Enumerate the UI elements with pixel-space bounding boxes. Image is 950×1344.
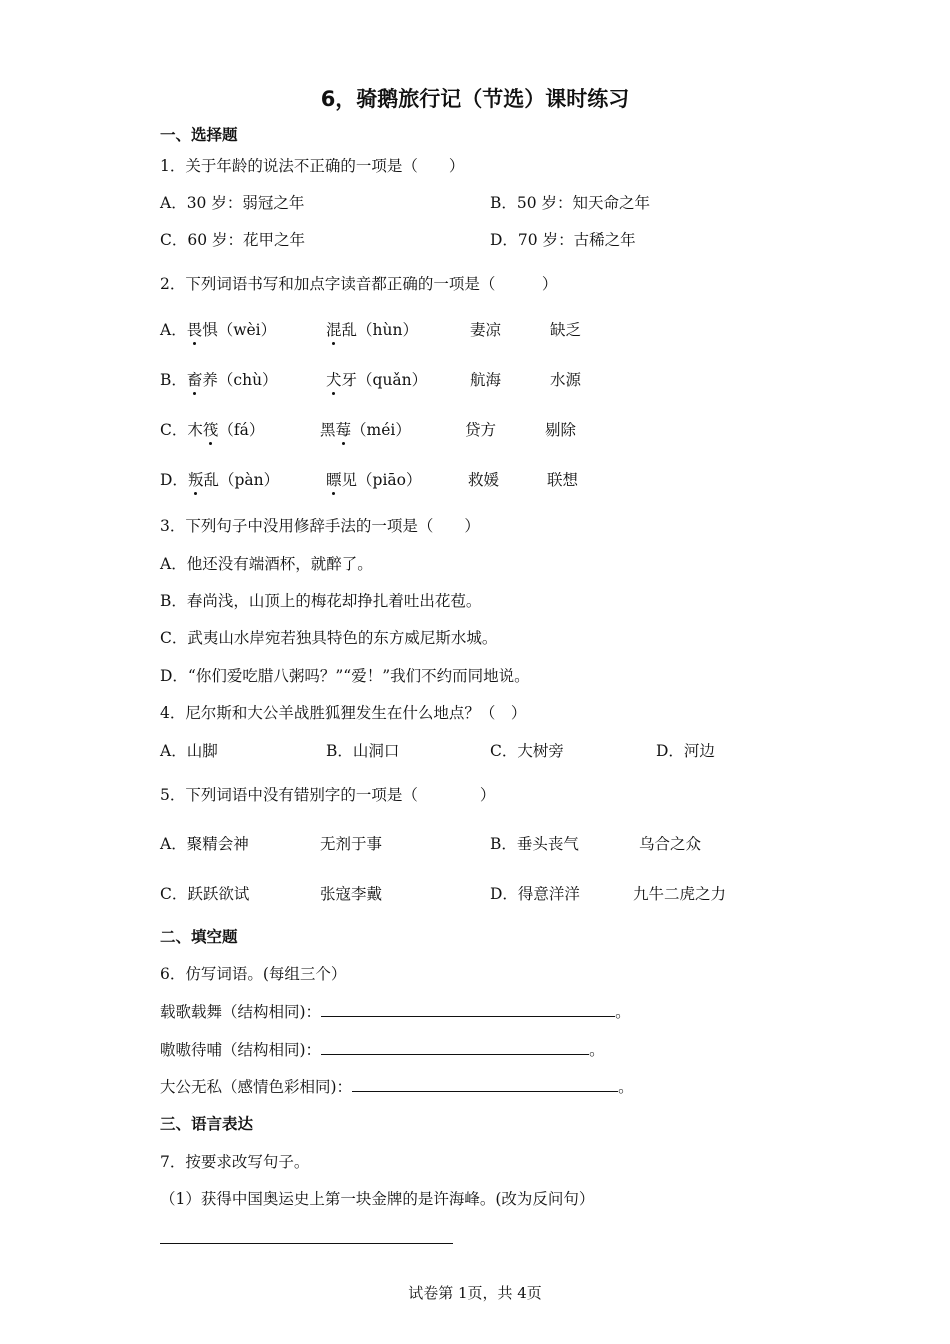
q1-option-b: B．50 岁：知天命之年: [490, 194, 651, 212]
option-label: A．: [160, 321, 187, 339]
q5-option-a-word-1: A．聚精会神: [160, 835, 249, 853]
q4-option-c: C．大树旁: [490, 742, 564, 760]
dotted-char: 叛: [187, 471, 204, 489]
answer-blank[interactable]: [352, 1077, 618, 1092]
prompt-label: 嗷嗷待哺（结构相同)：: [160, 1041, 322, 1059]
option-label: B．: [160, 371, 187, 389]
q6-line-2: [160, 1040, 605, 1060]
q4-option-d: D．河边: [656, 742, 715, 760]
q2-option-a: [160, 320, 276, 340]
pinyin: （méi）: [351, 421, 411, 439]
question-3-stem: 3．下列句子中没用修辞手法的一项是（ ）: [160, 517, 480, 535]
question-2-stem: 2．下列词语书写和加点字读音都正确的一项是（ ）: [160, 275, 558, 293]
q5-option-b-word-2: 乌合之众: [639, 835, 702, 853]
q3-option-a: A．他还没有端酒杯，就醉了。: [160, 555, 373, 573]
word-start: 木: [187, 421, 203, 439]
word-rest: 养（chù）: [202, 371, 278, 389]
word-start: 黑: [320, 421, 336, 439]
period: 。: [589, 1041, 605, 1059]
q7-answer-line[interactable]: [160, 1243, 453, 1244]
question-7-stem: 7．按要求改写句子。: [160, 1153, 310, 1171]
q2-b-word-4: 水源: [550, 371, 582, 389]
word-rest: 惧（wèi）: [202, 321, 277, 339]
q2-c-word-4: 剔除: [545, 421, 577, 439]
question-5-stem: 5．下列词语中没有错别字的一项是（ ）: [160, 786, 496, 804]
option-label: C．: [160, 421, 188, 439]
q2-b-word-2: [326, 370, 427, 390]
q5-option-d-word-2: 九牛二虎之力: [633, 885, 727, 903]
q2-a-word-3: 妻凉: [470, 321, 502, 339]
dotted-char: 筏: [202, 421, 219, 439]
q5-option-d-word-1: D．得意洋洋: [490, 885, 580, 903]
page-footer: 试卷第 1页，共 4页: [408, 1284, 542, 1302]
q2-option-d: [160, 470, 279, 490]
q1-option-d: D．70 岁：古稀之年: [490, 231, 636, 249]
word-rest: 乱（pàn）: [203, 471, 280, 489]
word-rest: 乱（hùn）: [341, 321, 418, 339]
q2-c-word-3: 贷方: [465, 421, 497, 439]
word-rest: 牙（quǎn）: [341, 371, 428, 389]
word-rest: 见（piāo）: [341, 471, 422, 489]
question-6-stem: 6．仿写词语。(每组三个）: [160, 965, 347, 983]
period: 。: [615, 1003, 631, 1021]
q1-option-a: A．30 岁：弱冠之年: [160, 194, 305, 212]
question-4-stem: 4．尼尔斯和大公羊战胜狐狸发生在什么地点？（ ）: [160, 704, 527, 722]
q2-d-word-3: 救媛: [468, 471, 500, 489]
q5-option-c-word-1: C．跃跃欲试: [160, 885, 250, 903]
prompt-label: 大公无私（感情色彩相同)：: [160, 1078, 353, 1096]
prompt-label: 载歌载舞（结构相同)：: [160, 1003, 322, 1021]
q6-line-3: [160, 1077, 634, 1097]
q2-b-word-3: 航海: [470, 371, 502, 389]
q6-line-1: [160, 1002, 631, 1022]
section-heading-expression: 三、语言表达: [160, 1115, 254, 1133]
q2-option-c: [160, 420, 264, 440]
q3-option-d: D．“你们爱吃腊八粥吗？”“爱！”我们不约而同地说。: [160, 667, 530, 685]
q2-d-word-4: 联想: [547, 471, 579, 489]
dotted-char: 畏: [186, 321, 203, 339]
q2-option-b: [160, 370, 278, 390]
q4-option-b: B．山洞口: [326, 742, 400, 760]
section-heading-choice: 一、选择题: [160, 126, 238, 144]
q2-d-word-2: [326, 470, 421, 490]
answer-blank[interactable]: [321, 1002, 615, 1017]
q2-c-word-2: [320, 420, 411, 440]
dotted-char: 犬: [326, 371, 342, 389]
question-1-stem: 1．关于年龄的说法不正确的一项是（ ）: [160, 157, 465, 175]
period: 。: [618, 1078, 634, 1096]
q2-a-word-4: 缺乏: [550, 321, 582, 339]
option-label: D．: [160, 471, 188, 489]
q5-option-c-word-2: 张寇李戴: [320, 885, 383, 903]
q2-a-word-2: [326, 320, 418, 340]
section-heading-fill: 二、填空题: [160, 928, 238, 946]
q5-option-b-word-1: B．垂头丧气: [490, 835, 579, 853]
q1-option-c: C．60 岁：花甲之年: [160, 231, 306, 249]
q7-subquestion-1: （1）获得中国奥运史上第一块金牌的是许海峰。(改为反问句）: [160, 1190, 595, 1208]
q3-option-b: B．春尚浅，山顶上的梅花却挣扎着吐出花苞。: [160, 592, 482, 610]
dotted-char: 莓: [335, 421, 352, 439]
dotted-char: 畜: [186, 371, 203, 389]
answer-blank[interactable]: [321, 1040, 589, 1055]
dotted-char: 瞟: [326, 471, 342, 489]
q3-option-c: C．武夷山水岸宛若独具特色的东方威尼斯水城。: [160, 629, 498, 647]
q4-option-a: A．山脚: [160, 742, 218, 760]
page-title: 6，骑鹅旅行记（节选）课时练习: [320, 87, 630, 111]
dotted-char: 混: [326, 321, 342, 339]
pinyin: （fá）: [218, 421, 265, 439]
q5-option-a-word-2: 无剂于事: [320, 835, 383, 853]
